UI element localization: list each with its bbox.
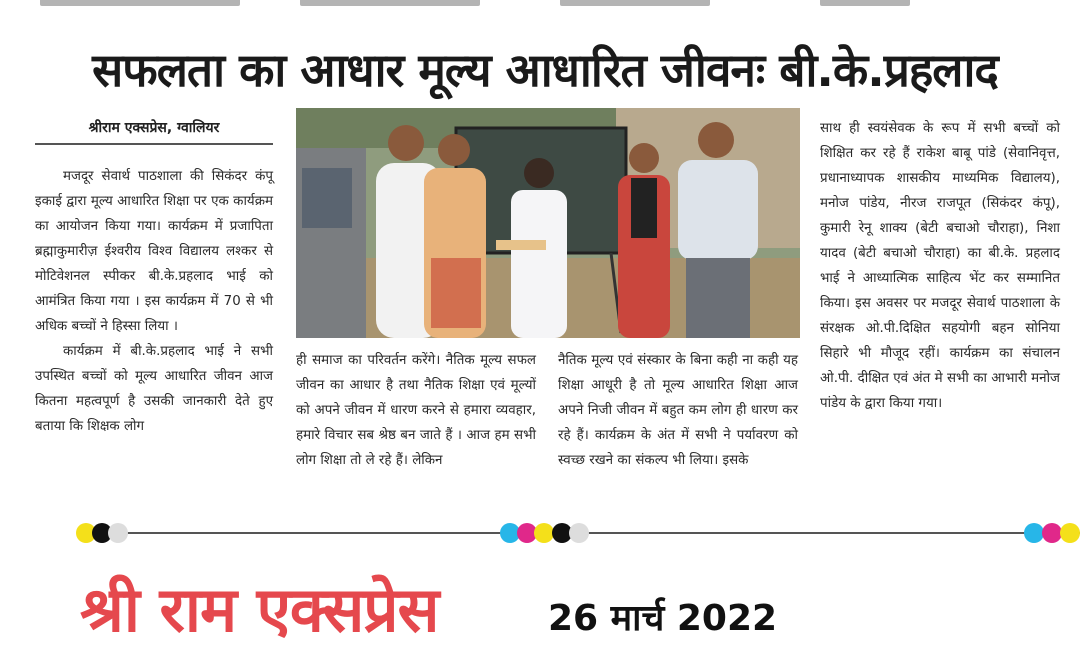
- article-column-3: [558, 348, 798, 473]
- byline: श्रीराम एक्सप्रेस, ग्वालियर: [35, 118, 273, 145]
- publication-date: 26 मार्च 2022: [548, 598, 778, 639]
- paragraph: साथ ही स्वयंसेवक के रूप में सभी बच्चों को शिक्षित कर रहे हैं राकेश बाबू पांडे (सेवानिवृत्त, प्रधानाध्यापक शासकीय माध्यमिक विद्यालय), मनोज पांडेय, नीरज राजपूत (सिकंदर कंपू), कुमारी रेनू शाक्य (बेटी बचाओ चौराहा), निशा यादव (बेटी बचाओ चौराहा) का बी.के. प्रहलाद भाई ने आध्यात्मिक साहित्य भेंट कर सम्मानित किया। इस अवसर पर मजदूर सेवार्थ पाठशाला के संरक्षक ओ.पी.दिक्षित सहयोगी बहन सोनिया सिहारे भी मौजूद रहीं। कार्यक्रम का संचालन ओ.पी. दीक्षित एवं अंत मे सभी का आभारी मनोज पांडेय के द्वारा किया गया।: [820, 121, 1060, 411]
- previous-page-text-strip: [0, 0, 1080, 14]
- grey-dot-icon: [569, 523, 589, 543]
- article-column-1: [35, 164, 273, 439]
- yellow-dot-icon: [534, 523, 554, 543]
- paper-footer: [80, 566, 1080, 646]
- registration-mark-bar: [0, 521, 1080, 545]
- magenta-dot-icon: [1042, 523, 1062, 543]
- yellow-dot-icon: [1060, 523, 1080, 543]
- headline: सफलता का आधार मूल्य आधारित जीवनः बी.के.प्रहलाद: [92, 43, 998, 97]
- paragraph: कार्यक्रम में बी.के.प्रहलाद भाई ने सभी उपस्थित बच्चों को मूल्य आधारित जीवन आज कितना महत्वपूर्ण है उसकी जानकारी देते हुए बताया कि शिक्षक लोग: [35, 344, 273, 434]
- grey-dot-icon: [108, 523, 128, 543]
- event-photo: [296, 108, 800, 338]
- article-column-4: [820, 116, 1060, 416]
- paragraph: नैतिक मूल्य एवं संस्कार के बिना कही ना कही यह शिक्षा आधूरी है तो मूल्य आधारित शिक्षा आज अपने निजी जीवन में बहुत कम लोग ही धारण कर रहे हैं। कार्यक्रम के अंत में सभी ने पर्यावरण को स्वच्छ रखने का संकल्प भी लिया। इसके: [558, 353, 798, 468]
- event-photo-illustration: [296, 108, 800, 338]
- newspaper-name: श्री राम एक्सप्रेस: [80, 573, 439, 646]
- article-column-2: [296, 348, 536, 473]
- cyan-dot-icon: [1024, 523, 1044, 543]
- paragraph: मजदूर सेवार्थ पाठशाला की सिकंदर कंपू इकाई द्वारा मूल्य आधारित शिक्षा पर एक कार्यक्रम का आयोजन किया गया। कार्यक्रम में प्रजापिता ब्रह्माकुमारीज़ ईश्वरीय विश्व विद्यालय लश्कर से मोटिवेशनल स्पीकर बी.के.प्रहलाद भाई को आमंत्रित किया गया । इस कार्यक्रम में 70 से भी अधिक बच्चों ने हिस्सा लिया ।: [35, 169, 273, 334]
- paragraph: ही समाज का परिवर्तन करेंगे। नैतिक मूल्य सफल जीवन का आधार है तथा नैतिक शिक्षा एवं मूल्यों को अपने जीवन में धारण करने से हमारा व्यवहार, हमारे विचार सब श्रेष्ठ बन जाते हैं । आज हम सभी लोग शिक्षा तो ले रहे हैं। लेकिन: [296, 353, 536, 468]
